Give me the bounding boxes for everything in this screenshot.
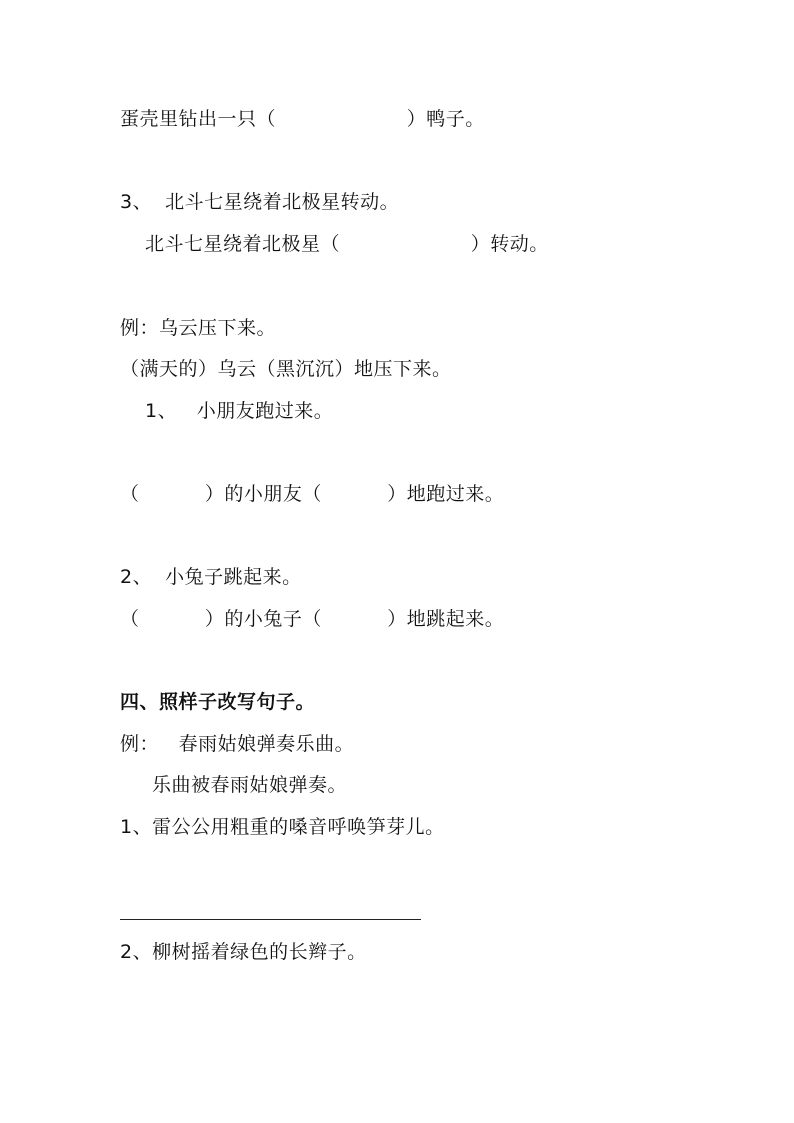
item3-fill-sentence: 北斗七星绕着北极星（ ）转动。 xyxy=(145,233,549,255)
section-four-example-answer: 乐曲被春雨姑娘弹奏。 xyxy=(152,774,348,796)
section-four-item1: 1、雷公公用粗重的嗓音呼唤笋芽儿。 xyxy=(120,816,445,838)
item1-fill-sentence: （ ）的小朋友（ ）地跑过来。 xyxy=(120,483,505,505)
example-label: 例：乌云压下来。 xyxy=(120,317,277,339)
egg-duck-sentence: 蛋壳里钻出一只（ ）鸭子。 xyxy=(120,108,485,130)
section-four-example-label: 例： 春雨姑娘弹奏乐曲。 xyxy=(120,733,355,755)
section-four-heading: 四、照样子改写句子。 xyxy=(120,691,316,713)
answer-line xyxy=(120,919,421,920)
item2-fill-sentence: （ ）的小兔子（ ）地跳起来。 xyxy=(120,608,505,630)
section-four-item2: 2、柳树摇着绿色的长辫子。 xyxy=(120,941,367,963)
item2-original-sentence: 2、 小兔子跳起来。 xyxy=(120,566,302,588)
item1-original-sentence: 1、 小朋友跑过来。 xyxy=(145,400,334,422)
item3-original-sentence: 3、 北斗七星绕着北极星转动。 xyxy=(120,191,400,213)
example-answer: （满天的）乌云（黑沉沉）地压下来。 xyxy=(120,358,452,380)
